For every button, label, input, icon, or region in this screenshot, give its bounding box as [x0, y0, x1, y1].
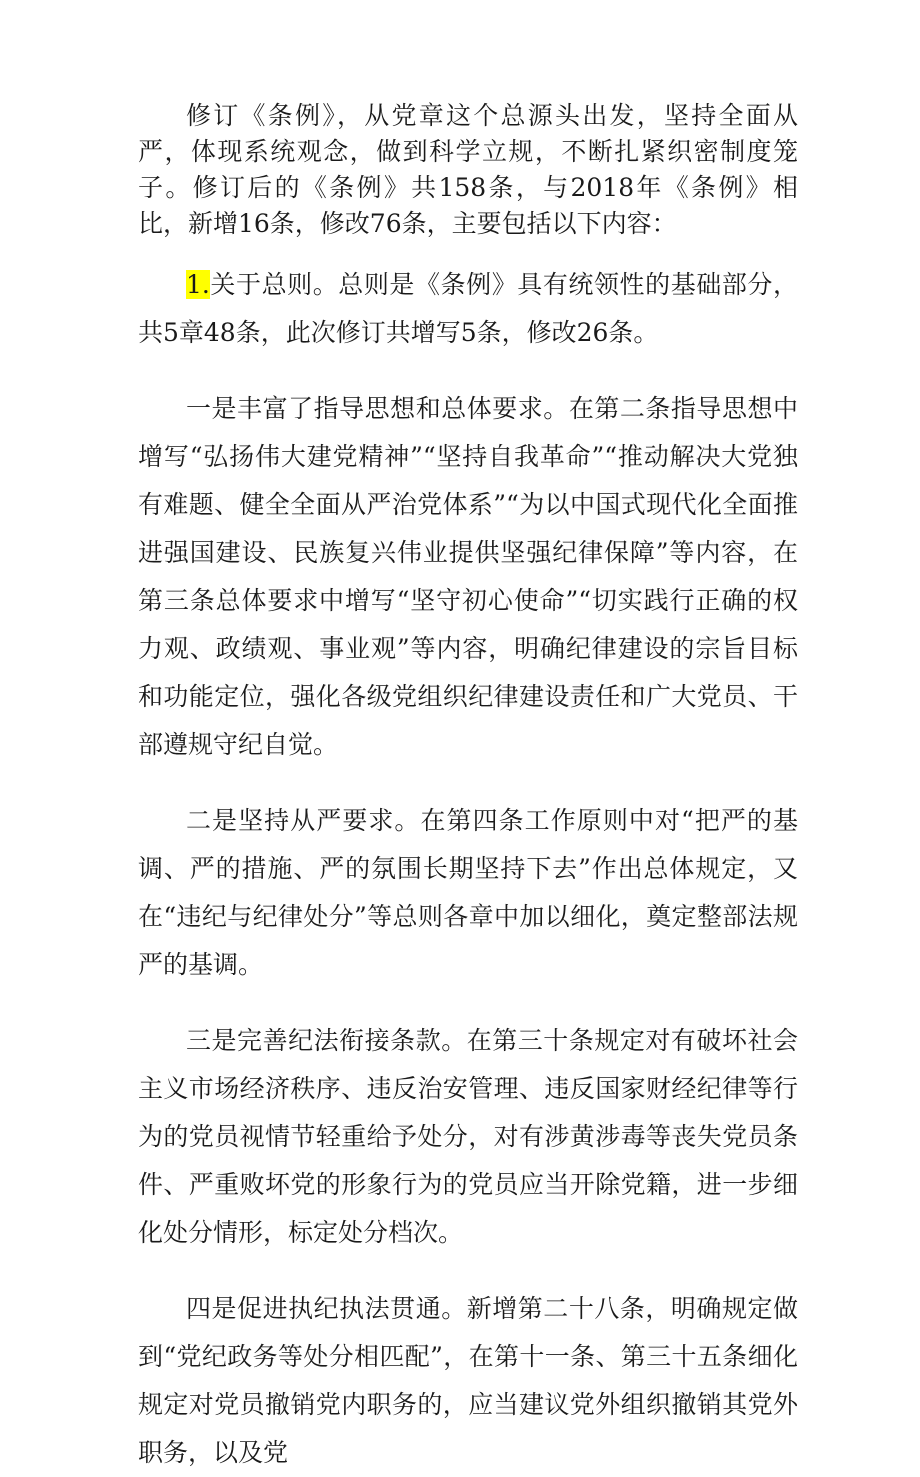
- intro-paragraph: 修订《条例》，从党章这个总源头出发，坚持全面从严，体现系统观念，做到科学立规，不断扎紧织密制度笼子。修订后的《条例》共158条，与2018年《条例》相比，新增16条，修改76条，主要包括以下内容：: [138, 101, 798, 238]
- point-3-paragraph: 三是完善纪法衔接条款。在第三十条规定对有破坏社会主义市场经济秩序、违反治安管理、违反国家财经纪律等行为的党员视情节轻重给予处分，对有涉黄涉毒等丧失党员条件、严重败坏党的形象行为的党员应当开除党籍，进一步细化处分情形，标定处分档次。: [138, 1026, 798, 1247]
- section-1-text: 关于总则。总则是《条例》具有统领性的基础部分，共5章48条，此次修订共增写5条，修改26条。: [138, 270, 798, 347]
- point-4-paragraph: 四是促进执纪执法贯通。新增第二十八条，明确规定做到“党纪政务等处分相匹配”，在第十一条、第三十五条细化规定对党员撤销党内职务的，应当建议党外组织撤销其党外职务，以及党: [138, 1294, 798, 1467]
- section-1-paragraph: [138, 261, 798, 357]
- point-2-paragraph: 二是坚持从严要求。在第四条工作原则中对“把严的基调、严的措施、严的氛围长期坚持下去”作出总体规定，又在“违纪与纪律处分”等总则各章中加以细化，奠定整部法规严的基调。: [138, 806, 798, 979]
- document-body: [138, 98, 798, 1477]
- section-1-number-highlight: 1.: [186, 270, 210, 299]
- point-1-paragraph: 一是丰富了指导思想和总体要求。在第二条指导思想中增写“弘扬伟大建党精神”“坚持自我革命”“推动解决大党独有难题、健全全面从严治党体系”“为以中国式现代化全面推进强国建设、民族复兴伟业提供坚强纪律保障”等内容，在第三条总体要求中增写“坚守初心使命”“切实践行正确的权力观、政绩观、事业观”等内容，明确纪律建设的宗旨目标和功能定位，强化各级党组织纪律建设责任和广大党员、干部遵规守纪自觉。: [138, 394, 798, 759]
